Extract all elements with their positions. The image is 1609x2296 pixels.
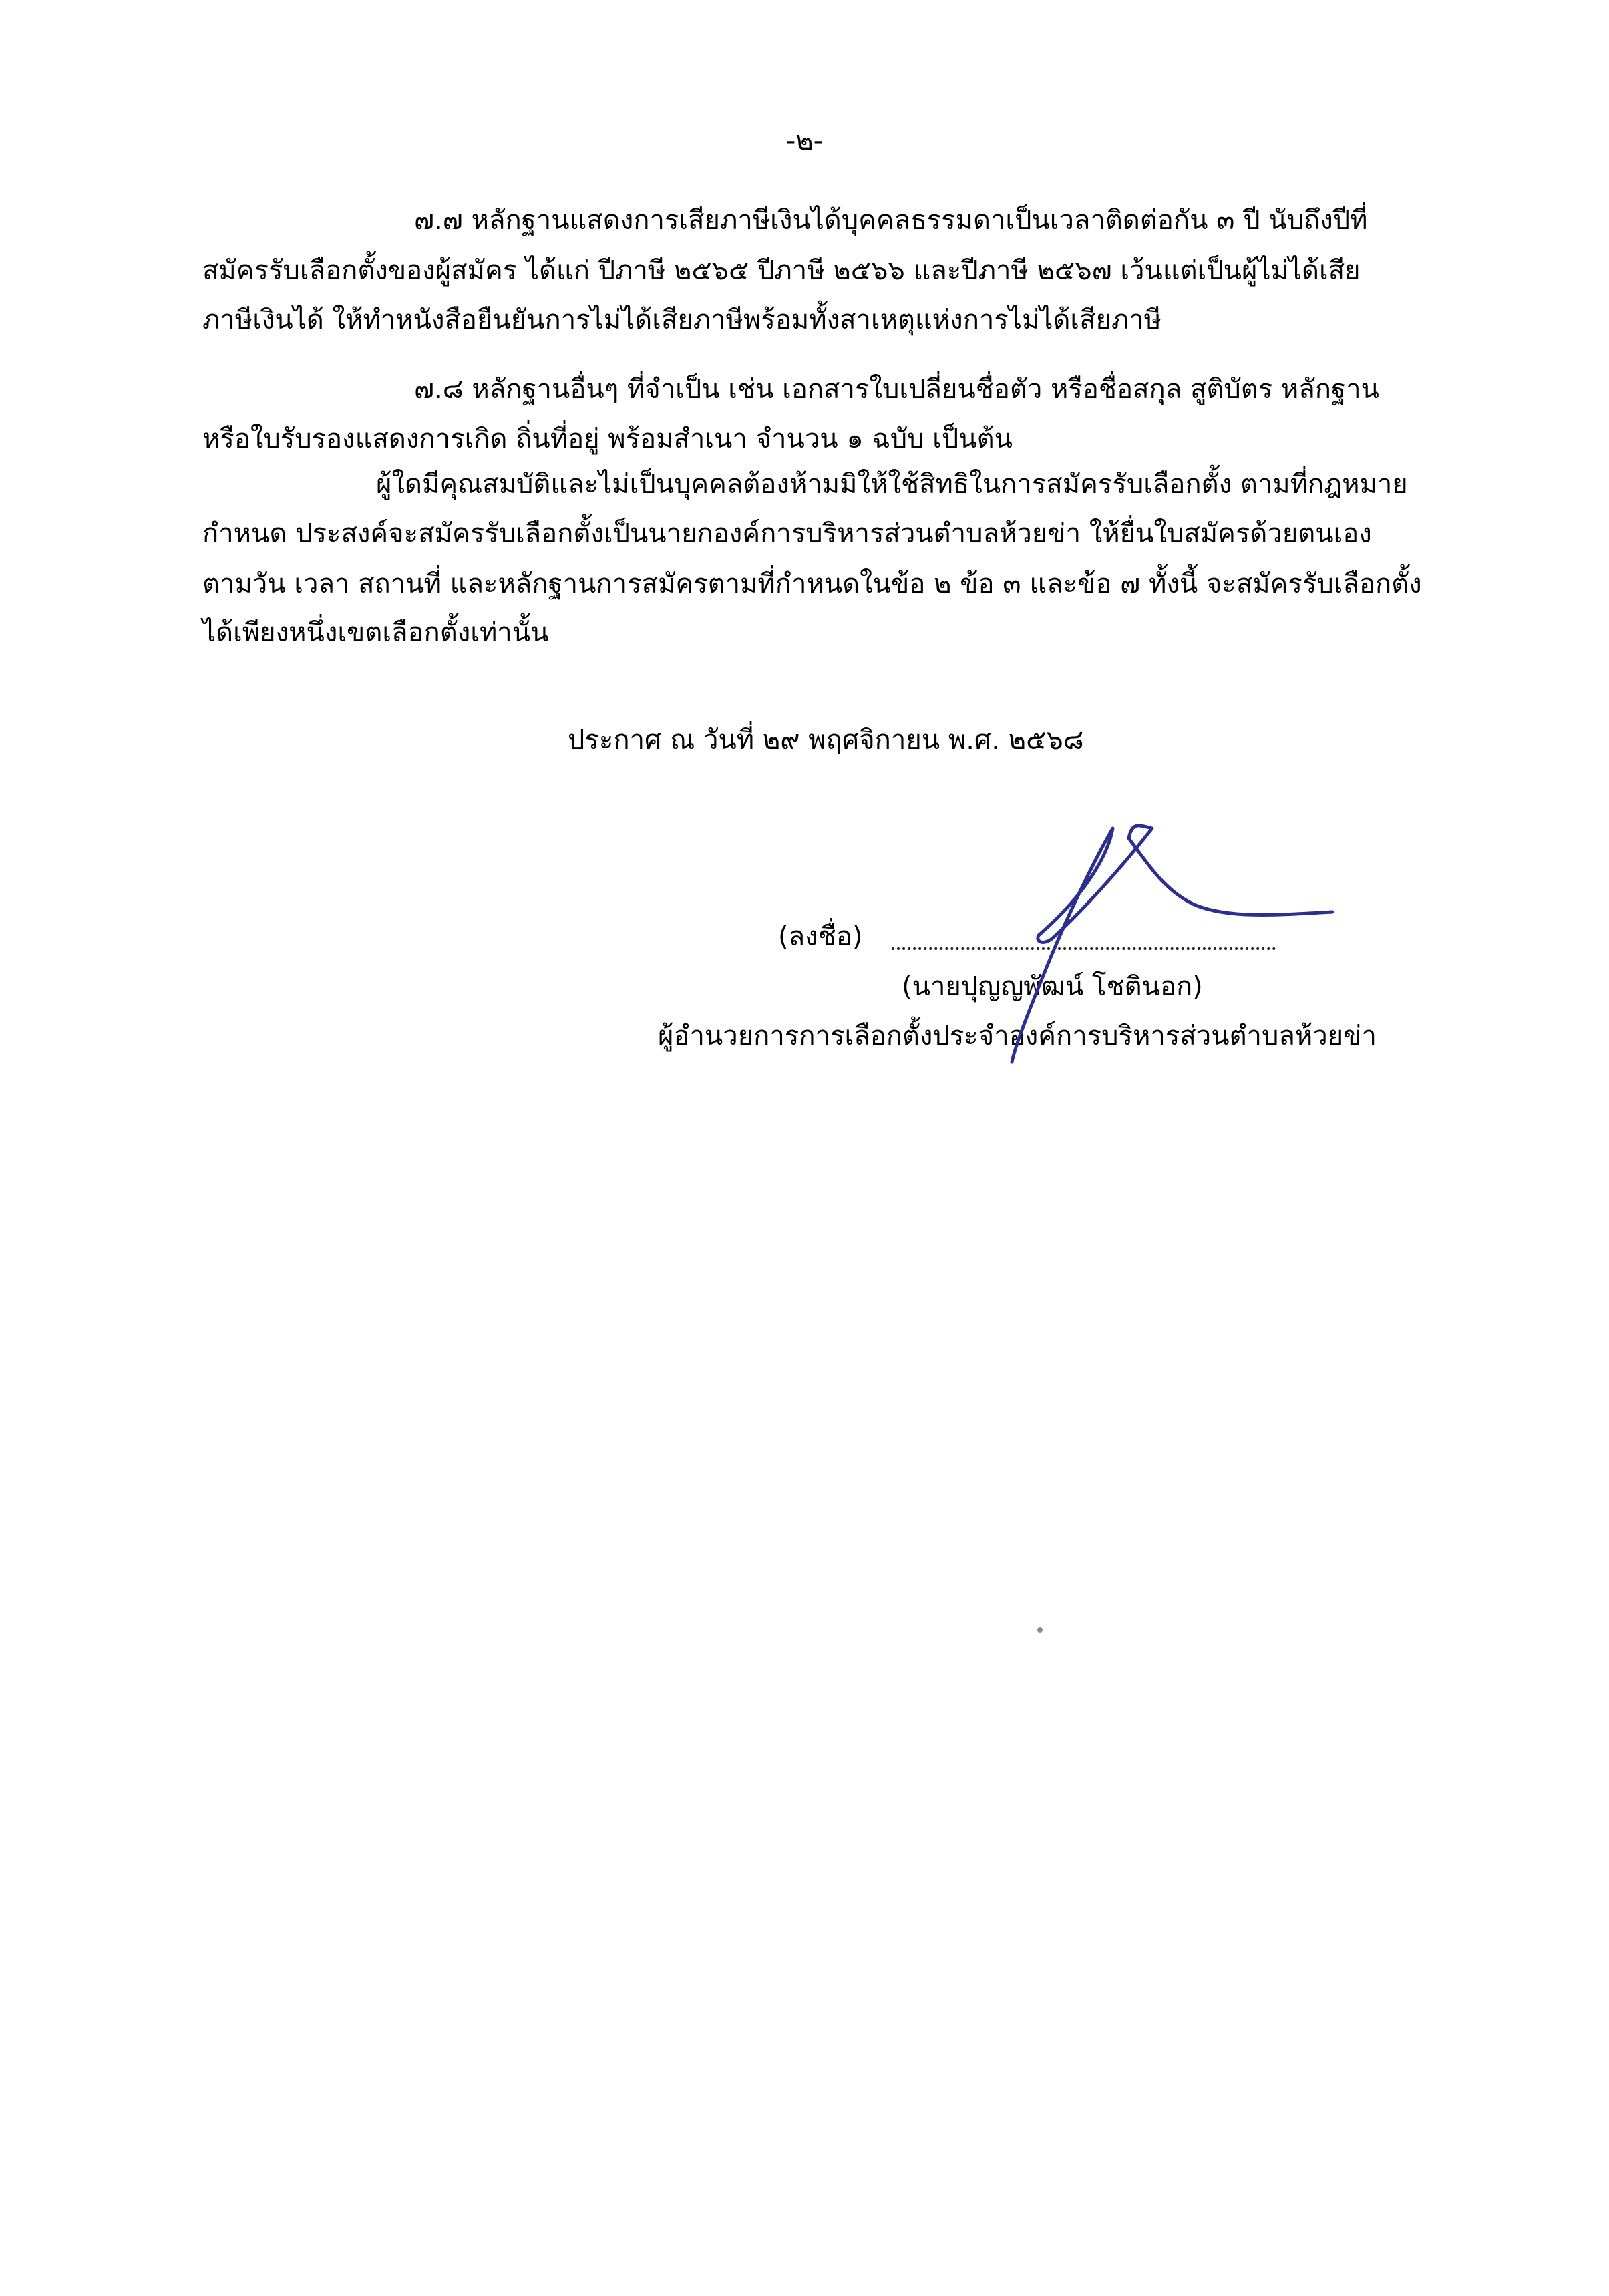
closing-line-2: กำหนด ประสงค์จะสมัครรับเลือกตั้งเป็นนายกองค์การบริหารส่วนตำบลห้วยข่า ให้ยื่นใบสมัครด้วยตนเอง	[202, 518, 1372, 549]
closing-line-3: ตามวัน เวลา สถานที่ และหลักฐานการสมัครตามที่กำหนดในข้อ ๒ ข้อ ๓ และข้อ ๗ ทั้งนี้ จะสมัครรับเลือกตั้ง	[202, 568, 1422, 599]
signature-label: (ลงชื่อ)	[778, 921, 863, 952]
item-7-8-line-1: ๗.๘ หลักฐานอื่นๆ ที่จำเป็น เช่น เอกสารใบเปลี่ยนชื่อตัว หรือชื่อสกุล สูติบัตร หลักฐาน	[414, 374, 1379, 405]
item-7-8-line-2: หรือใบรับรองแสดงการเกิด ถิ่นที่อยู่ พร้อมสำเนา จำนวน ๑ ฉบับ เป็นต้น	[202, 424, 1013, 454]
handwritten-signature	[995, 812, 1343, 1065]
scan-speck	[1037, 1627, 1043, 1633]
item-7-7-line-3: ภาษีเงินได้ ให้ทำหนังสือยืนยันการไม่ได้เสียภาษีพร้อมทั้งสาเหตุแห่งการไม่ได้เสียภาษี	[202, 305, 1162, 335]
signatory-title: ผู้อำนวยการการเลือกตั้งประจำองค์การบริหารส่วนตำบลห้วยข่า	[658, 1021, 1377, 1051]
closing-line-1: ผู้ใดมีคุณสมบัติและไม่เป็นบุคคลต้องห้ามมิให้ใช้สิทธิในการสมัครรับเลือกตั้ง ตามที่กฎหมาย	[376, 469, 1408, 500]
announcement-date: ประกาศ ณ วันที่ ๒๙ พฤศจิกายน พ.ศ. ๒๕๖๘	[568, 725, 1084, 756]
item-7-7-line-2: สมัครรับเลือกตั้งของผู้สมัคร ได้แก่ ปีภาษี ๒๕๖๕ ปีภาษี ๒๕๖๖ และปีภาษี ๒๕๖๗ เว้นแต่เป็นผู้ไม่ได้เสีย	[202, 255, 1361, 286]
page-number: -๒-	[785, 126, 824, 156]
closing-line-4: ได้เพียงหนึ่งเขตเลือกตั้งเท่านั้น	[202, 617, 549, 648]
signatory-name: (นายปุญญพัฒน์ โชตินอก)	[902, 971, 1203, 1002]
item-7-7-line-1: ๗.๗ หลักฐานแสดงการเสียภาษีเงินได้บุคคลธรรมดาเป็นเวลาติดต่อกัน ๓ ปี นับถึงปีที่	[414, 205, 1368, 236]
